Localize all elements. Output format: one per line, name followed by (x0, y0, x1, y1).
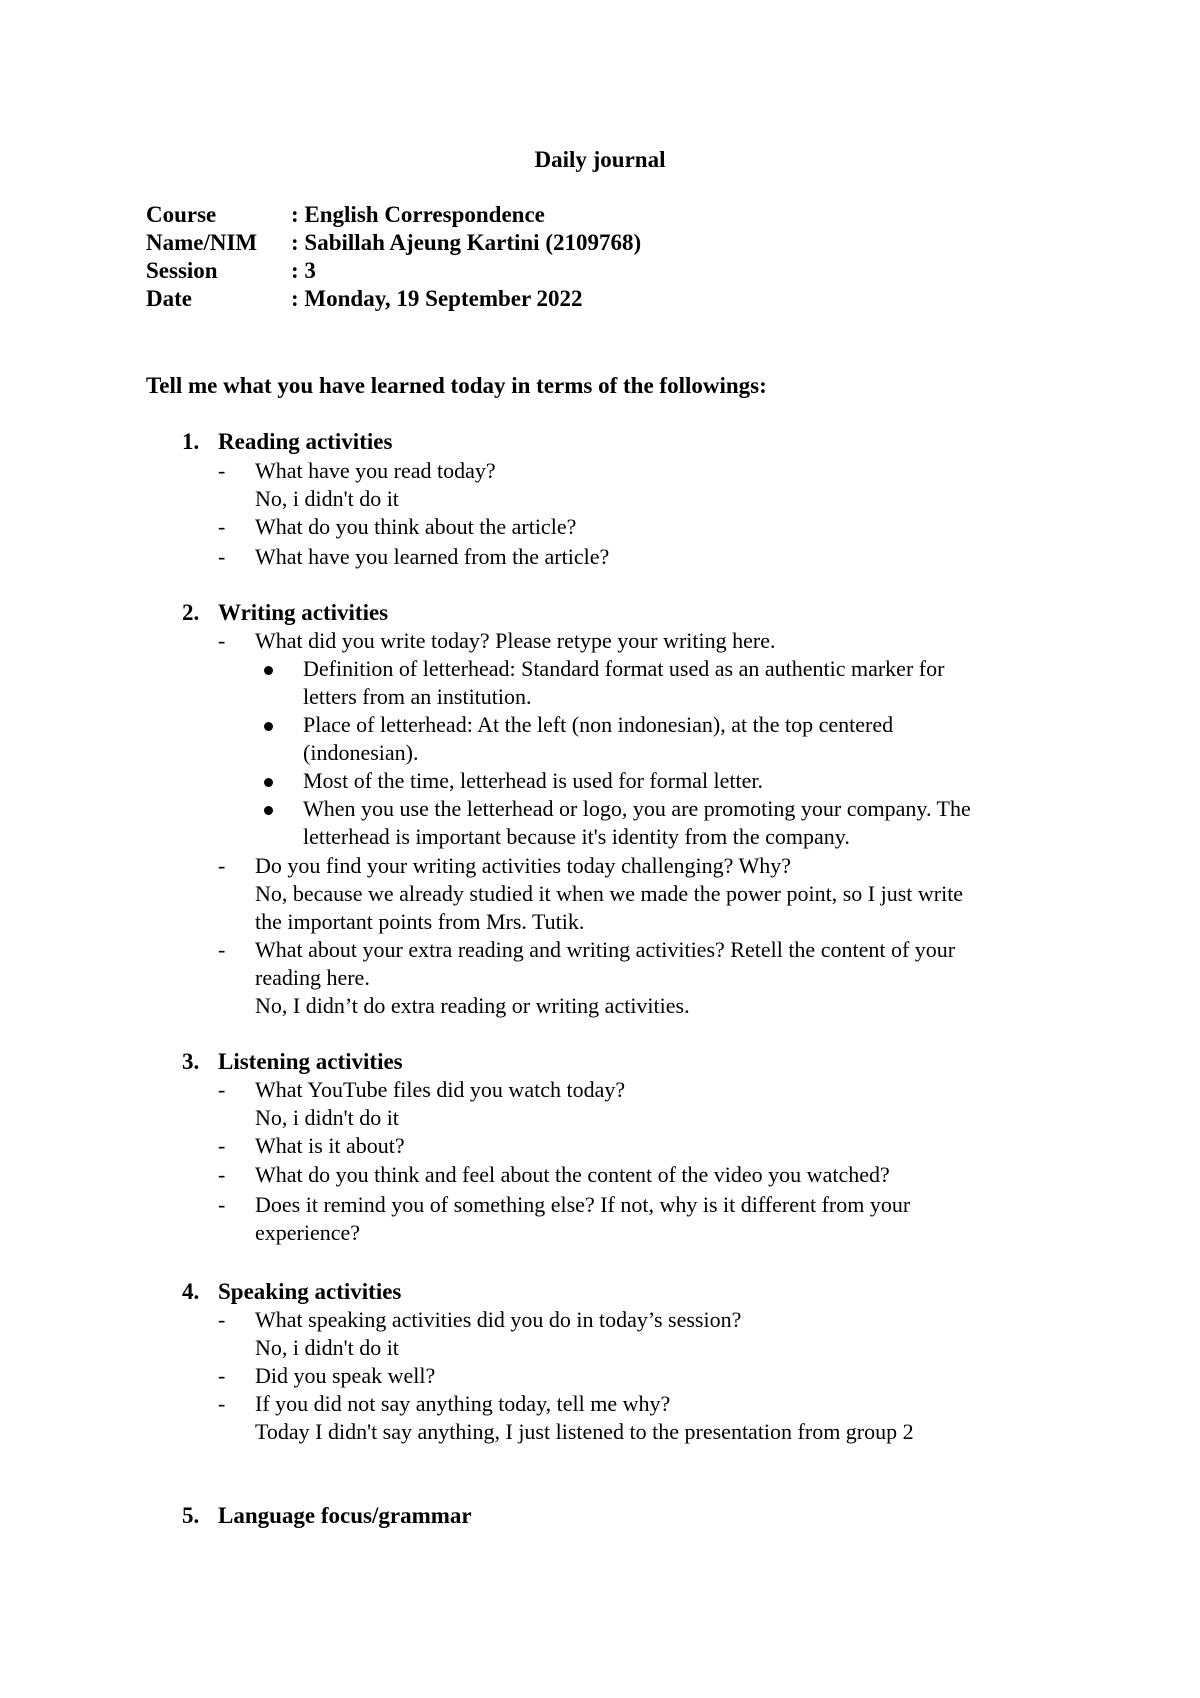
section-3-heading (182, 1048, 403, 1076)
bullet-text: Place of letterhead: At the left (non indonesian), at the top centered (303, 712, 894, 737)
section-number: 5. (182, 1503, 200, 1528)
date-row (146, 285, 583, 313)
dash-marker: - (218, 458, 226, 483)
bullet-icon (264, 722, 273, 731)
section-1-heading (182, 428, 392, 456)
name-label: Name/NIM (146, 230, 258, 255)
bullet-text: letters from an institution. (303, 684, 532, 709)
course-label: Course (146, 202, 217, 227)
session-row (146, 257, 316, 285)
question-text: What YouTube files did you watch today? (255, 1077, 626, 1102)
question-text: What is it about? (255, 1133, 405, 1158)
section-2-heading (182, 599, 388, 627)
bullet-icon (264, 778, 273, 787)
question-text: reading here. (255, 965, 370, 990)
bullet-text: letterhead is important because it's identity from the company. (303, 824, 850, 849)
session-value: : 3 (291, 258, 316, 283)
name-row (146, 229, 641, 257)
answer-text: the important points from Mrs. Tutik. (255, 909, 585, 934)
question-text: experience? (255, 1220, 361, 1245)
question-text: What have you learned from the article? (255, 544, 610, 569)
dash-marker: - (218, 514, 226, 539)
section-number: 3. (182, 1049, 200, 1074)
section-title: Language focus/grammar (218, 1503, 472, 1528)
answer-text: Today I didn't say anything, I just listened to the presentation from group 2 (255, 1419, 914, 1444)
dash-marker: - (218, 937, 226, 962)
answer-text: No, because we already studied it when we made the power point, so I just write (255, 881, 964, 906)
dash-marker: - (218, 1391, 226, 1416)
bullet-text: When you use the letterhead or logo, you are promoting your company. The (303, 796, 971, 821)
answer-text: No, i didn't do it (255, 486, 399, 511)
question-text: What do you think about the article? (255, 514, 577, 539)
dash-marker: - (218, 1077, 226, 1102)
question-text: What have you read today? (255, 458, 496, 483)
dash-marker: - (218, 1133, 226, 1158)
course-value: : English Correspondence (291, 202, 545, 227)
dash-marker: - (218, 1363, 226, 1388)
section-title: Speaking activities (218, 1279, 402, 1304)
question-text: What did you write today? Please retype your writing here. (255, 628, 776, 653)
date-label: Date (146, 286, 192, 311)
section-4-heading (182, 1278, 401, 1306)
question-text: Did you speak well? (255, 1363, 436, 1388)
bullet-text: (indonesian). (303, 740, 419, 765)
question-text: What do you think and feel about the content of the video you watched? (255, 1162, 890, 1187)
dash-marker: - (218, 853, 226, 878)
section-title: Reading activities (218, 429, 393, 454)
course-row (146, 201, 545, 229)
bullet-icon (264, 666, 273, 675)
dash-marker: - (218, 1192, 226, 1217)
section-title: Listening activities (218, 1049, 403, 1074)
date-value: : Monday, 19 September 2022 (291, 286, 583, 311)
document-title: Daily journal (534, 147, 666, 172)
bullet-icon (264, 806, 273, 815)
bullet-text: Most of the time, letterhead is used for formal letter. (303, 768, 764, 793)
question-text: Do you find your writing activities today challenging? Why? (255, 853, 792, 878)
answer-text: No, i didn't do it (255, 1335, 399, 1360)
question-text: What speaking activities did you do in today’s session? (255, 1307, 742, 1332)
session-label: Session (146, 258, 218, 283)
section-title: Writing activities (218, 600, 389, 625)
dash-marker: - (218, 1162, 226, 1187)
question-text: What about your extra reading and writing activities? Retell the content of your (255, 937, 956, 962)
section-5-heading (182, 1502, 472, 1530)
name-value: : Sabillah Ajeung Kartini (2109768) (291, 230, 642, 255)
dash-marker: - (218, 628, 226, 653)
section-number: 2. (182, 600, 200, 625)
dash-marker: - (218, 1307, 226, 1332)
answer-text: No, i didn't do it (255, 1105, 399, 1130)
answer-text: No, I didn’t do extra reading or writing activities. (255, 993, 690, 1018)
section-number: 1. (182, 429, 200, 454)
question-text: If you did not say anything today, tell me why? (255, 1391, 671, 1416)
bullet-text: Definition of letterhead: Standard format used as an authentic marker for (303, 656, 945, 681)
section-number: 4. (182, 1279, 200, 1304)
prompt-text: Tell me what you have learned today in terms of the followings: (146, 373, 767, 398)
dash-marker: - (218, 544, 226, 569)
question-text: Does it remind you of something else? If not, why is it different from your (255, 1192, 911, 1217)
